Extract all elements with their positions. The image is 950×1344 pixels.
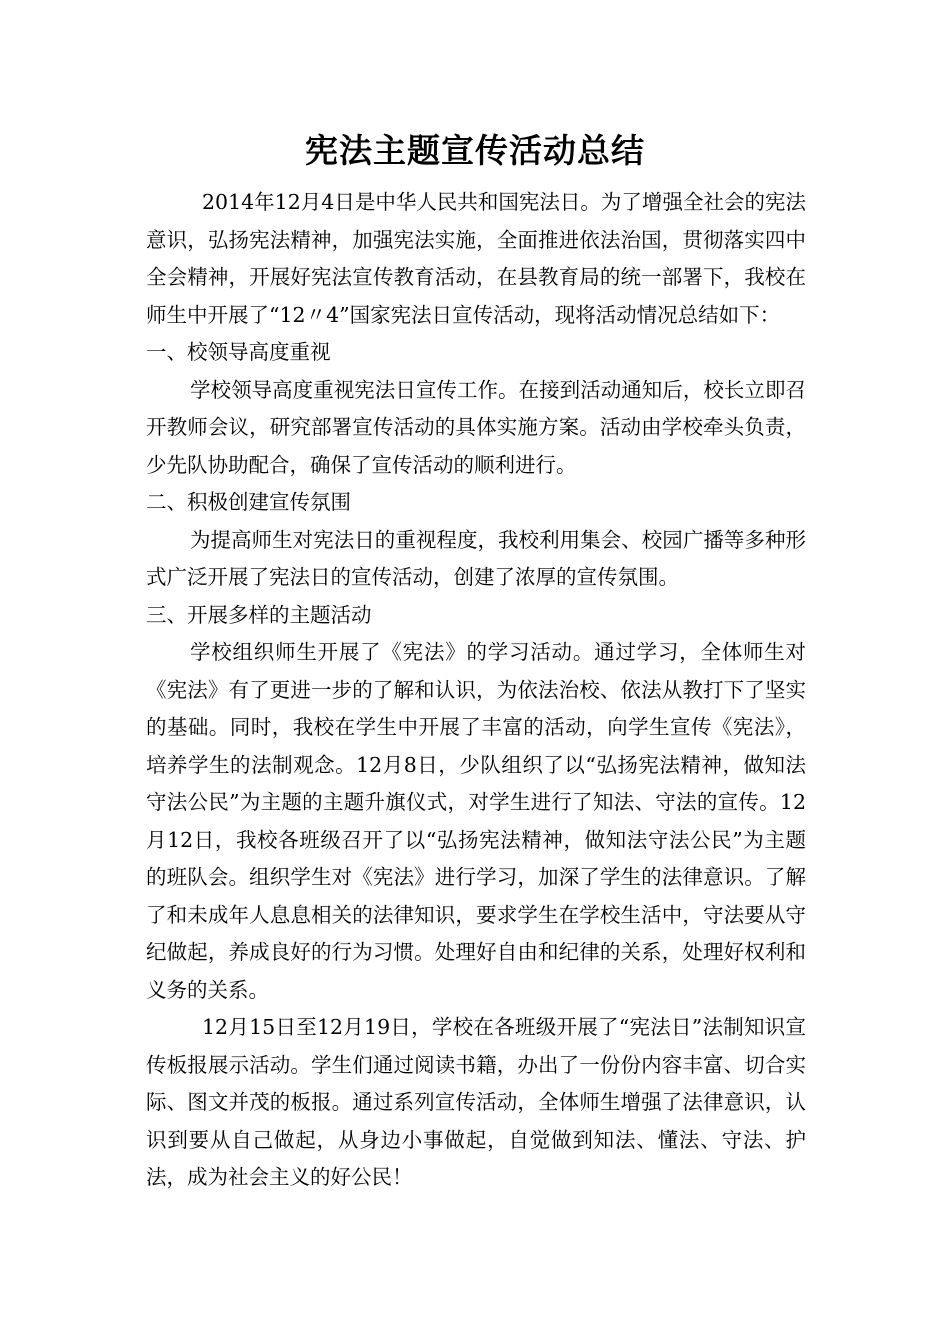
section-body-leadership: 学校领导高度重视宪法日宣传工作。在接到活动通知后，校长立即召开教师会议，研究部署宣传活动的具体实施方案。活动由学校牵头负责，少先队协助配合，确保了宣传活动的顺利进行。 xyxy=(146,377,806,477)
section-heading-atmosphere: 二、积极创建宣传氛围 xyxy=(146,490,351,514)
intro-paragraph: 2014年12月4日是中华人民共和国宪法日。为了增强全社会的宪法意识，弘扬宪法精神，加强宪法实施，全面推进依法治国，贯彻落实四中全会精神，开展好宪法宣传教育活动，在县教育局的统一部署下，我校在师生中开展了“12〃4”国家宪法日宣传活动，现将活动情况总结如下： xyxy=(146,190,806,327)
document-title: 宪法主题宣传活动总结 xyxy=(305,131,645,170)
closing-paragraph: 12月15日至12月19日，学校在各班级开展了“宪法日”法制知识宣传板报展示活动。学生们通过阅读书籍，办出了一份份内容丰富、切合实际、图文并茂的板报。通过系列宣传活动，全体师生增强了法律意识，认识到要从自己做起，从身边小事做起，自觉做到知法、懂法、守法、护法，成为社会主义的好公民！ xyxy=(146,1015,806,1189)
section-body-activities: 学校组织师生开展了《宪法》的学习活动。通过学习，全体师生对《宪法》有了更进一步的了解和认识，为依法治校、依法从教打下了坚实的基础。同时，我校在学生中开展了丰富的活动，向学生宣传《宪法》，培养学生的法制观念。12月8日，少队组织了以“弘扬宪法精神，做知法守法公民”为主题的主题升旗仪式，对学生进行了知法、守法的宣传。12月12日，我校各班级召开了以“弘扬宪法精神，做知法守法公民”为主题的班队会。组织学生对《宪法》进行学习，加深了学生的法律意识。了解了和未成年人息息相关的法律知识，要求学生在学校生活中，守法要从守纪做起，养成良好的行为习惯。处理好自由和纪律的关系，处理好权利和义务的关系。 xyxy=(146,640,806,1002)
section-heading-leadership: 一、校领导高度重视 xyxy=(146,340,331,364)
document-body xyxy=(146,184,806,1197)
section-body-atmosphere: 为提高师生对宪法日的重视程度，我校利用集会、校园广播等多种形式广泛开展了宪法日的宣传活动，创建了浓厚的宣传氛围。 xyxy=(146,527,806,589)
section-heading-activities: 三、开展多样的主题活动 xyxy=(146,602,372,627)
